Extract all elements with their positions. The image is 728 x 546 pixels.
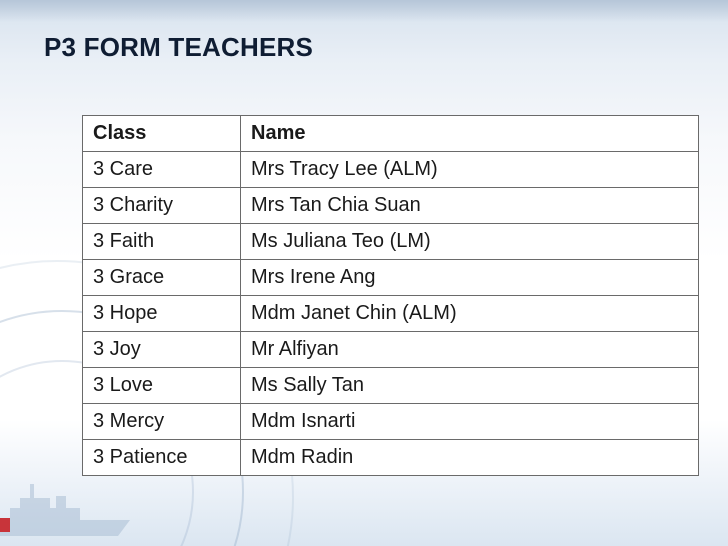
class-cell: 3 Patience — [83, 440, 241, 476]
class-cell: 3 Grace — [83, 260, 241, 296]
class-cell: 3 Love — [83, 368, 241, 404]
class-cell: 3 Charity — [83, 188, 241, 224]
table-row — [83, 440, 699, 476]
class-cell: 3 Care — [83, 152, 241, 188]
teacher-name-cell: Ms Sally Tan — [241, 368, 699, 404]
teacher-name-cell: Mrs Tracy Lee (ALM) — [241, 152, 699, 188]
teacher-name-cell: Ms Juliana Teo (LM) — [241, 224, 699, 260]
table-row — [83, 260, 699, 296]
teachers-table — [82, 115, 699, 476]
class-cell: 3 Mercy — [83, 404, 241, 440]
class-cell: 3 Faith — [83, 224, 241, 260]
table-row — [83, 188, 699, 224]
column-header-name: Name — [241, 116, 699, 152]
table-row — [83, 404, 699, 440]
top-gradient-band — [0, 0, 728, 22]
table-row — [83, 368, 699, 404]
teacher-name-cell: Mrs Irene Ang — [241, 260, 699, 296]
table-row — [83, 152, 699, 188]
teacher-name-cell: Mdm Janet Chin (ALM) — [241, 296, 699, 332]
class-cell: 3 Joy — [83, 332, 241, 368]
class-cell: 3 Hope — [83, 296, 241, 332]
teacher-name-cell: Mdm Radin — [241, 440, 699, 476]
accent-mark — [0, 518, 10, 532]
table-row — [83, 332, 699, 368]
table-row — [83, 296, 699, 332]
teacher-name-cell: Mr Alfiyan — [241, 332, 699, 368]
teacher-name-cell: Mdm Isnarti — [241, 404, 699, 440]
column-header-class: Class — [83, 116, 241, 152]
table-row — [83, 224, 699, 260]
teacher-name-cell: Mrs Tan Chia Suan — [241, 188, 699, 224]
page-title: P3 FORM TEACHERS — [44, 32, 314, 62]
ship-silhouette-icon — [0, 470, 140, 546]
table-header-row — [83, 116, 699, 152]
